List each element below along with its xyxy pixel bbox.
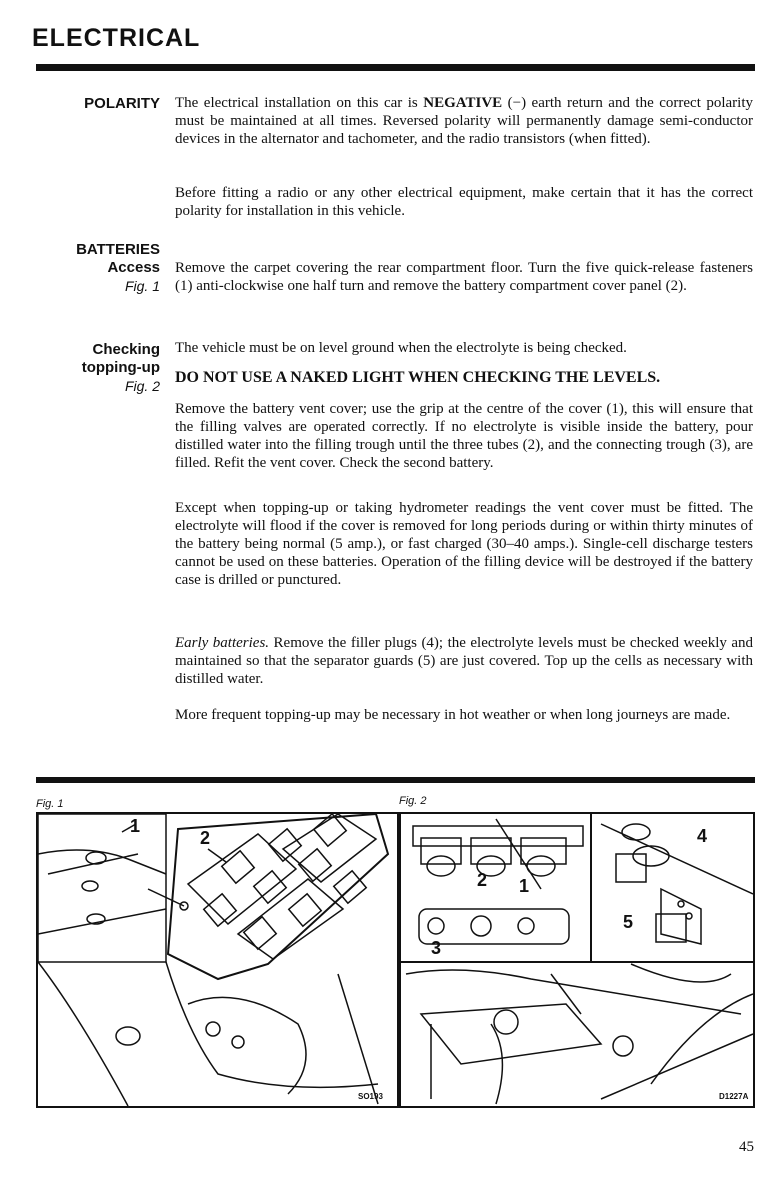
vent-cover-paragraph: Remove the battery vent cover; use the grip at the centre of the cover (1), this will ensure that the filling valves are operated correctly. If no electrolyte is visible inside the battery, pour distilled water into the filling trough until the three tubes (2), and the connecting trough (3), are filled. Refit the vent cover. Check the second battery. [175,401,753,471]
access-fig-ref: Fig. 1 [124,278,160,294]
fig1-drawing [38,814,397,1106]
polarity-negative: NEGATIVE [423,95,503,111]
more-frequent-paragraph: More frequent topping-up may be necessary in hot weather or when long journeys are made. [175,707,731,723]
fig2-callout-4: 4 [697,826,708,846]
polarity-text-pre: The electrical installation on this car is [175,95,424,111]
naked-light-warning: DO NOT USE A NAKED LIGHT WHEN CHECKING THE LEVELS. [175,369,661,386]
fig2-drawing [401,814,753,1106]
except-paragraph: Except when topping-up or taking hydrometer readings the vent cover must be fitted. The electrolyte will flood if the cover is removed for long periods during or within thirty minutes of the battery being normal (5 amp.), or fast charged (30–40 amps.). Single-cell discharge testers cannot be used on these batteries. Operation of the filling device will be destroyed if the battery case is drilled or punctured. [175,500,753,588]
polarity-heading: POLARITY [84,95,160,112]
batteries-heading [10,241,160,295]
fig2-code: D1227A [719,1092,749,1101]
early-batteries-paragraph [175,634,753,688]
access-label: Access [107,259,160,276]
checking-paragraph: The vehicle must be on level ground when the electrolyte is being checked. [175,340,627,356]
fig2-callout-3: 3 [431,938,442,958]
fig1-label: Fig. 1 [36,798,64,810]
fig1-callout-2: 2 [200,828,211,848]
fig2-illustration [399,812,755,1108]
checking-label: Checking [92,341,160,358]
checking-fig-ref: Fig. 2 [124,378,160,394]
polarity-paragraph-2: Before fitting a radio or any other electrical equipment, make certain that it has the correct polarity for installation in this vehicle. [175,185,753,219]
checking-heading [10,341,160,395]
fig2-callout-5: 5 [623,912,634,932]
polarity-text-post: (−) earth return and the correct polarity must be maintained at all times. Reversed polarity will permanently damage semi-conductor devices in the alternator and tachometer, and the radio transistors (when fitted). [175,95,753,147]
fig2-callout-1: 1 [519,876,530,896]
access-paragraph: Remove the carpet covering the rear compartment floor. Turn the five quick-release fasteners (1) anti-clockwise one half turn and remove the battery compartment cover panel (2). [175,260,753,294]
polarity-paragraph-1 [175,94,753,148]
fig2-callout-2: 2 [477,870,488,890]
fig2-label: Fig. 2 [399,795,427,807]
page-number: 45 [739,1139,754,1155]
top-rule [36,64,755,71]
figure-rule [36,777,755,783]
fig1-code: SO193 [358,1092,383,1101]
topping-label: topping-up [81,359,160,376]
batteries-title: BATTERIES [76,241,160,258]
chapter-title: ELECTRICAL [32,24,201,52]
early-batteries-text: Remove the filler plugs (4); the electrolyte levels must be checked weekly and maintained so that the separator guards (5) are just covered. Top up the cells as necessary with distilled water. [175,635,753,687]
fig1-illustration [36,812,399,1108]
early-batteries-label: Early batteries. [175,635,270,651]
fig1-callout-1: 1 [130,816,141,836]
fig1-inset-frame [38,814,166,962]
